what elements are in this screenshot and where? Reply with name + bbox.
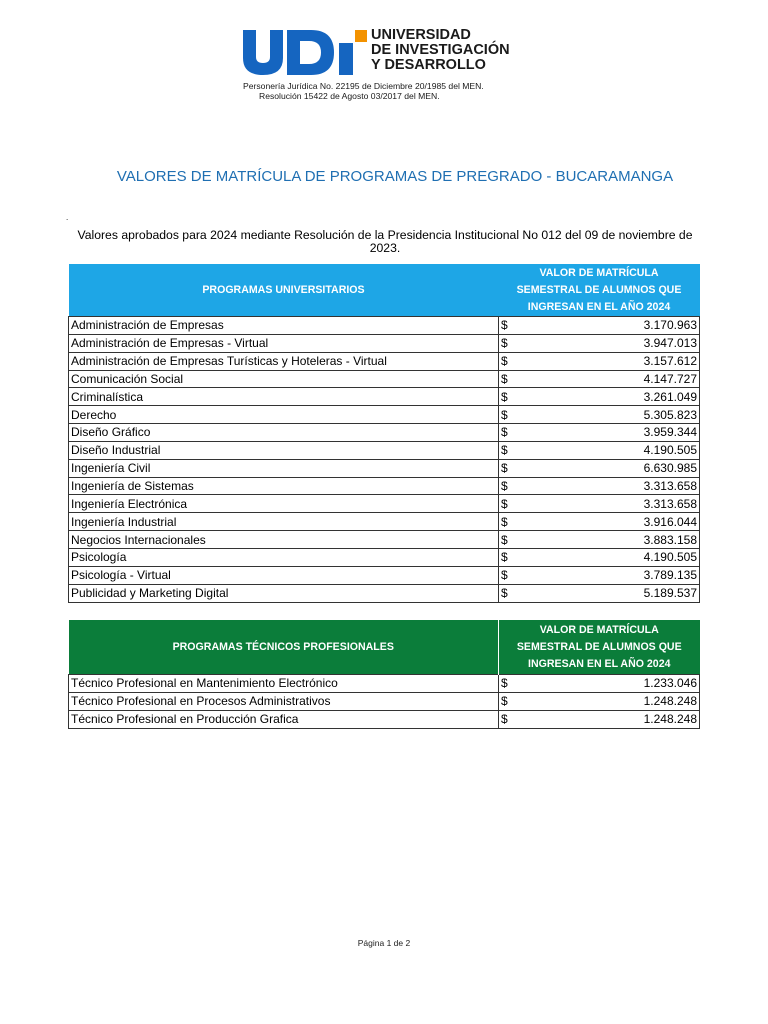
program-name: Criminalística (69, 388, 499, 406)
program-name: Negocios Internacionales (69, 531, 499, 549)
institution-name-line: UNIVERSIDAD (371, 27, 471, 43)
table-row (69, 675, 700, 693)
currency-symbol: $ (499, 424, 519, 442)
currency-symbol: $ (499, 548, 519, 566)
column-header-value (499, 264, 700, 317)
table-row (69, 424, 700, 442)
column-header-value-line: SEMESTRAL DE ALUMNOS QUE (516, 641, 682, 653)
university-table-body (69, 317, 700, 603)
page-number: Página 1 de 2 (357, 938, 411, 948)
table-row (69, 334, 700, 352)
table-row (69, 584, 700, 602)
table-row (69, 459, 700, 477)
table-row (69, 495, 700, 513)
program-name: Administración de Empresas - Virtual (69, 334, 499, 352)
currency-symbol: $ (499, 388, 519, 406)
logo-orange-square (355, 30, 367, 42)
program-name: Administración de Empresas (69, 317, 499, 335)
technical-table-body (69, 675, 700, 729)
tuition-amount: 3.157.612 (519, 352, 700, 370)
tuition-amount: 3.947.013 (519, 334, 700, 352)
tuition-amount: 6.630.985 (519, 459, 700, 477)
program-name: Ingeniería Civil (69, 459, 499, 477)
tuition-amount: 5.189.537 (519, 584, 700, 602)
program-name: Técnico Profesional en Producción Grafica (69, 710, 499, 728)
currency-symbol: $ (499, 317, 519, 335)
currency-symbol: $ (499, 406, 519, 424)
currency-symbol: $ (499, 531, 519, 549)
column-header-value-line: INGRESAN EN EL AÑO 2024 (528, 658, 671, 670)
currency-symbol: $ (499, 675, 519, 693)
tuition-amount: 3.883.158 (519, 531, 700, 549)
tuition-amount: 4.190.505 (519, 441, 700, 459)
tuition-amount: 3.170.963 (519, 317, 700, 335)
tuition-amount: 3.313.658 (519, 477, 700, 495)
table-row (69, 370, 700, 388)
program-name: Ingeniería Industrial (69, 513, 499, 531)
table-row (69, 352, 700, 370)
column-header-value-line: INGRESAN EN EL AÑO 2024 (527, 301, 671, 313)
tuition-amount: 4.147.727 (519, 370, 700, 388)
logo-letter-u (243, 30, 283, 75)
table-row (69, 710, 700, 728)
program-name: Publicidad y Marketing Digital (69, 584, 499, 602)
currency-symbol: $ (499, 370, 519, 388)
legal-line-2: Resolución 15422 de Agosto 03/2017 del MEN. (259, 91, 440, 101)
table-row (69, 566, 700, 584)
column-header-value-line: SEMESTRAL DE ALUMNOS QUE (516, 284, 682, 296)
table-header-row (69, 264, 700, 317)
currency-symbol: $ (499, 495, 519, 513)
table-row (69, 548, 700, 566)
program-name: Administración de Empresas Turísticas y Hoteleras - Virtual (69, 352, 499, 370)
currency-symbol: $ (499, 477, 519, 495)
institution-name-line: DE INVESTIGACIÓN (371, 42, 510, 58)
currency-symbol: $ (499, 441, 519, 459)
tuition-amount: 3.313.658 (519, 495, 700, 513)
column-header-program: PROGRAMAS UNIVERSITARIOS (69, 264, 499, 317)
table-row (69, 406, 700, 424)
table-row (69, 441, 700, 459)
tuition-amount: 1.233.046 (519, 675, 700, 693)
currency-symbol: $ (499, 710, 519, 728)
program-name: Diseño Gráfico (69, 424, 499, 442)
program-name: Ingeniería Electrónica (69, 495, 499, 513)
program-name: Técnico Profesional en Mantenimiento Electrónico (69, 675, 499, 693)
tuition-amount: 3.261.049 (519, 388, 700, 406)
column-header-value (499, 620, 700, 675)
technical-programs-table (68, 620, 700, 729)
tuition-amount: 4.190.505 (519, 548, 700, 566)
tuition-amount: 3.789.135 (519, 566, 700, 584)
table-header-row (69, 620, 700, 675)
currency-symbol: $ (499, 334, 519, 352)
program-name: Psicología (69, 548, 499, 566)
column-header-value-line: VALOR DE MATRÍCULA (539, 624, 659, 636)
legal-text (243, 81, 484, 101)
currency-symbol: $ (499, 566, 519, 584)
column-header-value-line: VALOR DE MATRÍCULA (539, 267, 659, 279)
marker-dot: . (66, 213, 69, 222)
table-row (69, 317, 700, 335)
currency-symbol: $ (499, 584, 519, 602)
program-name: Psicología - Virtual (69, 566, 499, 584)
currency-symbol: $ (499, 352, 519, 370)
institution-name-line: Y DESARROLLO (371, 57, 486, 73)
intro-text: Valores aprobados para 2024 mediante Resolución de la Presidencia Institucional No 012 del 09 de noviembre de 2023. (77, 228, 693, 255)
currency-symbol: $ (499, 692, 519, 710)
udi-logo-mark (243, 30, 369, 75)
institution-name (371, 28, 510, 73)
tuition-amount: 5.305.823 (519, 406, 700, 424)
currency-symbol: $ (499, 459, 519, 477)
table-row (69, 388, 700, 406)
table-row (69, 531, 700, 549)
table-row (69, 513, 700, 531)
program-name: Derecho (69, 406, 499, 424)
logo-letter-i-stem (339, 43, 353, 75)
program-name: Técnico Profesional en Procesos Administrativos (69, 692, 499, 710)
tuition-amount: 1.248.248 (519, 710, 700, 728)
program-name: Diseño Industrial (69, 441, 499, 459)
tuition-amount: 1.248.248 (519, 692, 700, 710)
program-name: Ingeniería de Sistemas (69, 477, 499, 495)
column-header-program: PROGRAMAS TÉCNICOS PROFESIONALES (69, 620, 499, 675)
table-row (69, 692, 700, 710)
tuition-amount: 3.959.344 (519, 424, 700, 442)
tuition-amount: 3.916.044 (519, 513, 700, 531)
university-logo (243, 28, 533, 106)
logo-letter-d (287, 30, 334, 75)
university-programs-table (68, 264, 700, 603)
currency-symbol: $ (499, 513, 519, 531)
document-title: VALORES DE MATRÍCULA DE PROGRAMAS DE PREGRADO - BUCARAMANGA (116, 168, 674, 185)
program-name: Comunicación Social (69, 370, 499, 388)
table-row (69, 477, 700, 495)
legal-line-1: Personería Jurídica No. 22195 de Diciembre 20/1985 del MEN. (243, 81, 484, 91)
